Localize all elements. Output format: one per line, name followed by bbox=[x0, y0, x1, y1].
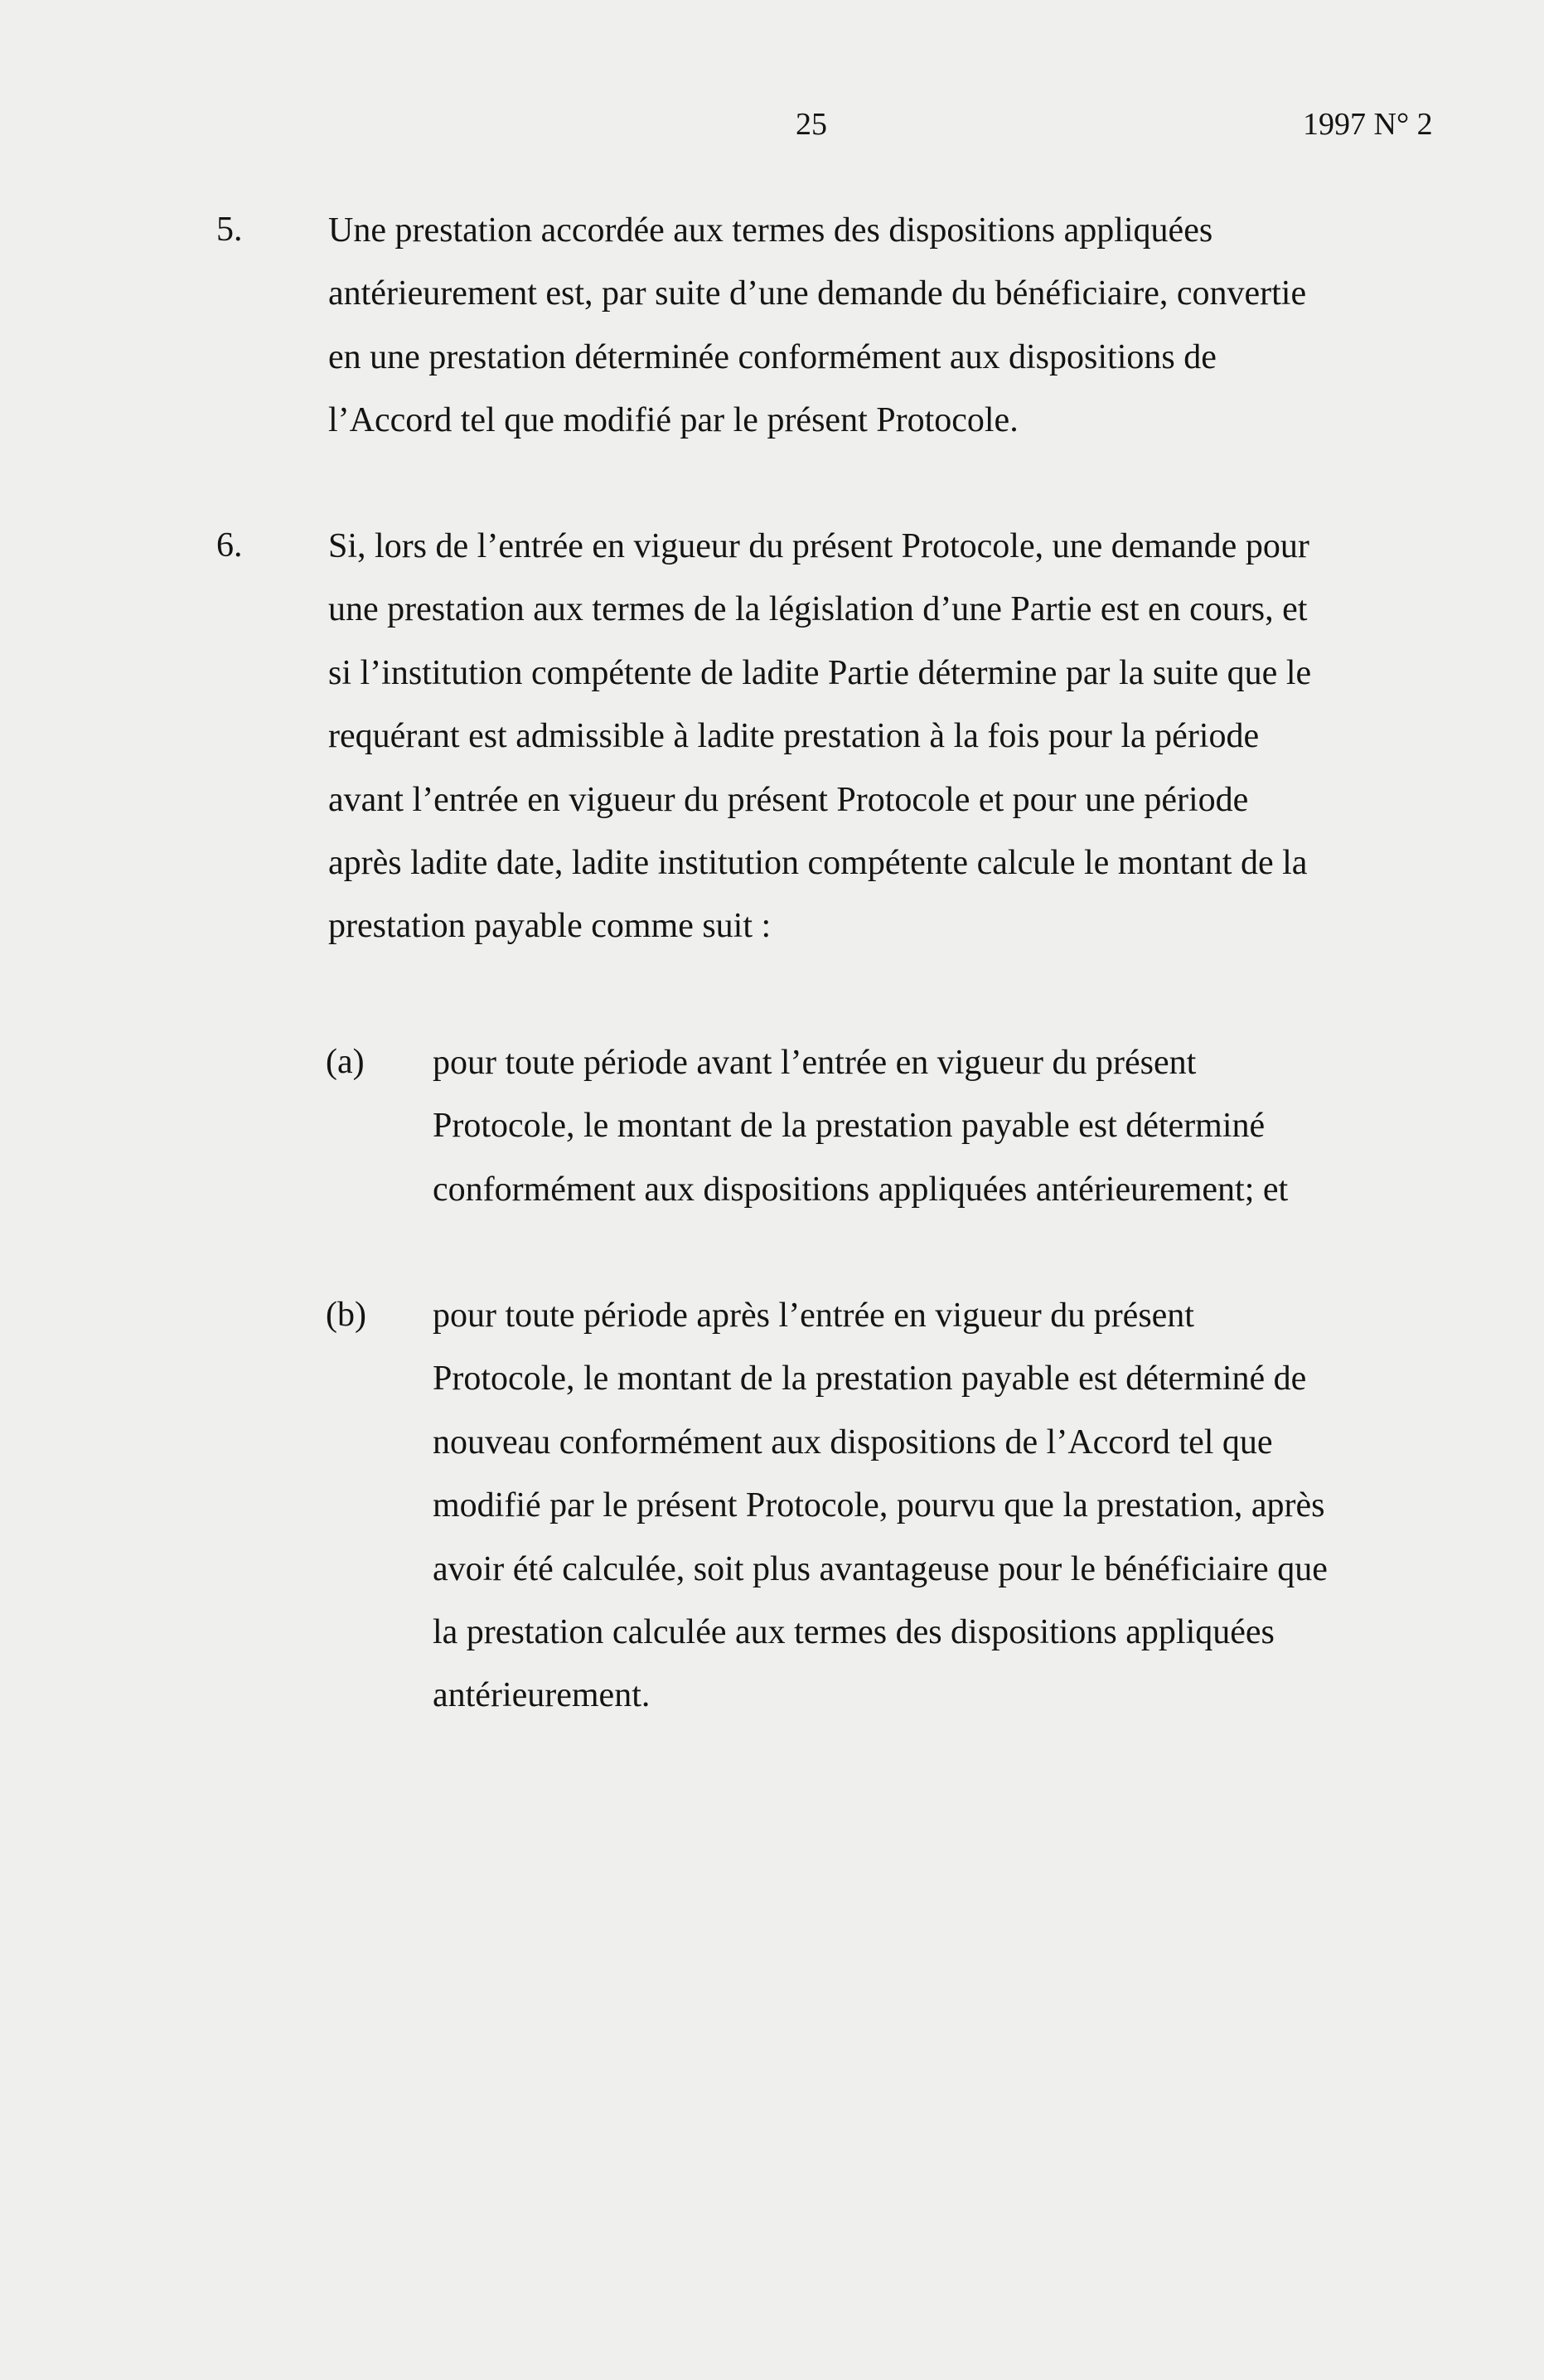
text-line: antérieurement est, par suite d’une demande du bénéficiaire, convertie bbox=[328, 274, 1307, 313]
text-line: la prestation calculée aux termes des dispositions appliquées bbox=[433, 1612, 1275, 1651]
text-line: pour toute période après l’entrée en vigueur du présent bbox=[433, 1297, 1194, 1335]
text-line: une prestation aux termes de la législation d’une Partie est en cours, et bbox=[328, 590, 1308, 629]
text-line: Protocole, le montant de la prestation payable est déterminé de bbox=[433, 1360, 1307, 1398]
text-line: avant l’entrée en vigueur du présent Protocole et pour une période bbox=[328, 780, 1249, 819]
text-line: Si, lors de l’entrée en vigueur du présent Protocole, une demande pour bbox=[328, 527, 1309, 565]
text-line: en une prestation déterminée conformément aux dispositions de bbox=[328, 337, 1217, 376]
text-line: Une prestation accordée aux termes des dispositions appliquées bbox=[328, 211, 1213, 250]
subitem-a-label: (a) bbox=[326, 1043, 365, 1081]
page-number: 25 bbox=[796, 107, 827, 142]
subitem-b-label: (b) bbox=[326, 1296, 366, 1334]
text-line: pour toute période avant l’entrée en vigueur du présent bbox=[433, 1044, 1197, 1082]
issue-label: 1997 N° 2 bbox=[1303, 107, 1433, 142]
text-line: conformément aux dispositions appliquées antérieurement; et bbox=[433, 1170, 1289, 1209]
subitem-a-text bbox=[433, 1031, 1288, 1221]
text-line: antérieurement. bbox=[433, 1676, 651, 1715]
text-line: prestation payable comme suit : bbox=[328, 907, 772, 946]
paragraph-6-text bbox=[328, 515, 1311, 958]
text-line: requérant est admissible à ladite prestation à la fois pour la période bbox=[328, 717, 1260, 756]
paragraph-5-number: 5. bbox=[216, 211, 243, 249]
paragraph-5-text bbox=[328, 199, 1306, 453]
text-line: l’Accord tel que modifié par le présent Protocole. bbox=[328, 401, 1019, 440]
text-line: si l’institution compétente de ladite Partie détermine par la suite que le bbox=[328, 653, 1312, 692]
text-line: après ladite date, ladite institution compétente calcule le montant de la bbox=[328, 843, 1308, 882]
text-line: Protocole, le montant de la prestation payable est déterminé bbox=[433, 1107, 1266, 1146]
subitem-b-text bbox=[433, 1284, 1328, 1728]
text-line: nouveau conformément aux dispositions de l’Accord tel que bbox=[433, 1423, 1273, 1461]
text-line: avoir été calculée, soit plus avantageuse pour le bénéficiaire que bbox=[433, 1549, 1328, 1588]
text-line: modifié par le présent Protocole, pourvu que la prestation, après bbox=[433, 1486, 1325, 1525]
paragraph-6-number: 6. bbox=[216, 526, 243, 565]
